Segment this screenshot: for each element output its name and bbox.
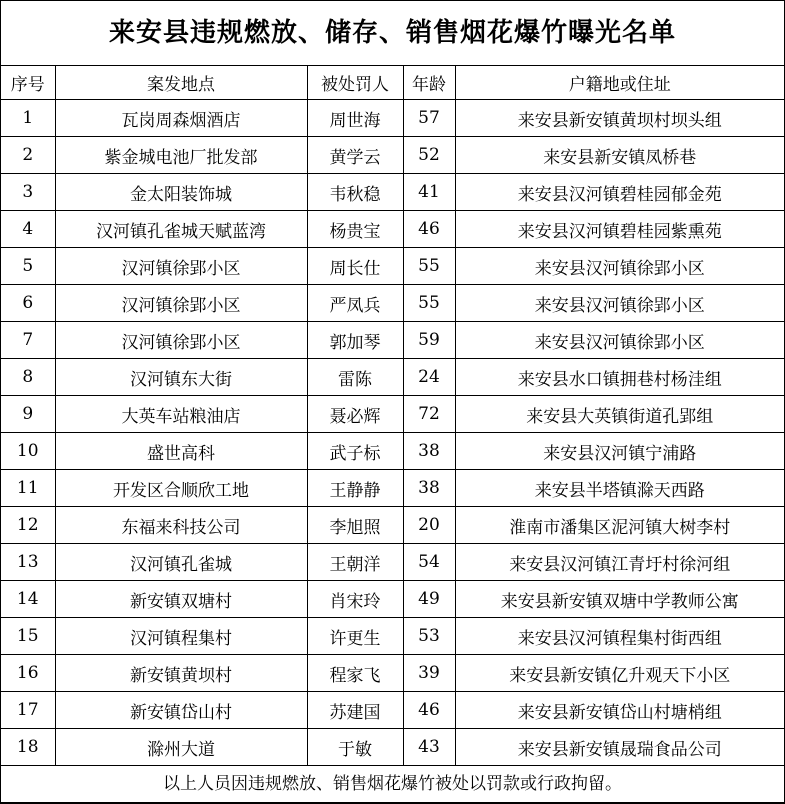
cell-location: 盛世高科 <box>55 433 307 470</box>
table-row <box>1 137 784 174</box>
table-row <box>1 507 784 544</box>
cell-person: 苏建国 <box>307 692 403 729</box>
table-row <box>1 322 784 359</box>
table-row <box>1 174 784 211</box>
cell-address: 来安县新安镇双塘中学教师公寓 <box>455 581 784 618</box>
table-row <box>1 544 784 581</box>
cell-person: 王朝洋 <box>307 544 403 581</box>
table-body <box>1 100 784 766</box>
cell-age: 20 <box>403 507 455 544</box>
cell-person: 郭加琴 <box>307 322 403 359</box>
cell-address: 来安县汉河镇徐郢小区 <box>455 248 784 285</box>
cell-index: 1 <box>1 100 55 137</box>
cell-location: 开发区合顺欣工地 <box>55 470 307 507</box>
cell-person: 许更生 <box>307 618 403 655</box>
cell-person: 武子标 <box>307 433 403 470</box>
cell-index: 3 <box>1 174 55 211</box>
cell-age: 24 <box>403 359 455 396</box>
cell-person: 杨贵宝 <box>307 211 403 248</box>
table-header-row <box>1 66 784 100</box>
header-index: 序号 <box>1 66 55 100</box>
document-title: 来安县违规燃放、储存、销售烟花爆竹曝光名单 <box>1 1 784 66</box>
cell-index: 12 <box>1 507 55 544</box>
cell-location: 汉河镇徐郢小区 <box>55 285 307 322</box>
table-row <box>1 359 784 396</box>
cell-person: 周长仕 <box>307 248 403 285</box>
header-person: 被处罚人 <box>307 66 403 100</box>
table-row <box>1 470 784 507</box>
cell-location: 大英车站粮油店 <box>55 396 307 433</box>
cell-person: 周世海 <box>307 100 403 137</box>
header-location: 案发地点 <box>55 66 307 100</box>
cell-address: 来安县半塔镇滁天西路 <box>455 470 784 507</box>
cell-age: 46 <box>403 211 455 248</box>
header-age: 年龄 <box>403 66 455 100</box>
cell-location: 新安镇岱山村 <box>55 692 307 729</box>
cell-address: 来安县水口镇拥巷村杨洼组 <box>455 359 784 396</box>
cell-index: 13 <box>1 544 55 581</box>
cell-location: 瓦岗周森烟酒店 <box>55 100 307 137</box>
cell-location: 汉河镇孔雀城天赋蓝湾 <box>55 211 307 248</box>
cell-age: 52 <box>403 137 455 174</box>
cell-age: 38 <box>403 470 455 507</box>
cell-age: 55 <box>403 285 455 322</box>
cell-index: 18 <box>1 729 55 766</box>
cell-location: 汉河镇东大街 <box>55 359 307 396</box>
table-row <box>1 655 784 692</box>
table-row <box>1 396 784 433</box>
cell-index: 9 <box>1 396 55 433</box>
cell-index: 8 <box>1 359 55 396</box>
cell-location: 汉河镇徐郢小区 <box>55 322 307 359</box>
cell-age: 72 <box>403 396 455 433</box>
cell-location: 汉河镇程集村 <box>55 618 307 655</box>
table-row <box>1 692 784 729</box>
cell-location: 汉河镇徐郢小区 <box>55 248 307 285</box>
cell-person: 韦秋稳 <box>307 174 403 211</box>
cell-age: 53 <box>403 618 455 655</box>
cell-address: 来安县汉河镇宁浦路 <box>455 433 784 470</box>
cell-age: 46 <box>403 692 455 729</box>
cell-age: 54 <box>403 544 455 581</box>
cell-address: 来安县汉河镇程集村街西组 <box>455 618 784 655</box>
cell-age: 59 <box>403 322 455 359</box>
cell-age: 57 <box>403 100 455 137</box>
table-row <box>1 618 784 655</box>
cell-person: 李旭照 <box>307 507 403 544</box>
cell-location: 新安镇黄坝村 <box>55 655 307 692</box>
cell-address: 来安县新安镇晟瑞食品公司 <box>455 729 784 766</box>
table-row <box>1 248 784 285</box>
cell-index: 17 <box>1 692 55 729</box>
cell-index: 7 <box>1 322 55 359</box>
table-row <box>1 100 784 137</box>
cell-person: 王静静 <box>307 470 403 507</box>
cell-age: 38 <box>403 433 455 470</box>
cell-person: 黄学云 <box>307 137 403 174</box>
cell-age: 39 <box>403 655 455 692</box>
cell-address: 来安县新安镇黄坝村坝头组 <box>455 100 784 137</box>
cell-location: 紫金城电池厂批发部 <box>55 137 307 174</box>
cell-index: 4 <box>1 211 55 248</box>
cell-person: 肖宋玲 <box>307 581 403 618</box>
table-row <box>1 285 784 322</box>
cell-location: 滁州大道 <box>55 729 307 766</box>
cell-index: 10 <box>1 433 55 470</box>
table-row <box>1 729 784 766</box>
cell-address: 来安县大英镇街道孔郢组 <box>455 396 784 433</box>
cell-index: 2 <box>1 137 55 174</box>
cell-index: 5 <box>1 248 55 285</box>
cell-age: 41 <box>403 174 455 211</box>
cell-person: 聂必辉 <box>307 396 403 433</box>
header-address: 户籍地或住址 <box>455 66 784 100</box>
cell-index: 14 <box>1 581 55 618</box>
cell-address: 来安县新安镇亿升观天下小区 <box>455 655 784 692</box>
cell-person: 于敏 <box>307 729 403 766</box>
cell-index: 11 <box>1 470 55 507</box>
cell-index: 16 <box>1 655 55 692</box>
footer-row <box>1 766 784 803</box>
cell-location: 东福来科技公司 <box>55 507 307 544</box>
cell-index: 6 <box>1 285 55 322</box>
cell-address: 来安县汉河镇碧桂园紫熏苑 <box>455 211 784 248</box>
cell-person: 雷陈 <box>307 359 403 396</box>
table-row <box>1 433 784 470</box>
cell-age: 49 <box>403 581 455 618</box>
cell-location: 新安镇双塘村 <box>55 581 307 618</box>
cell-location: 汉河镇孔雀城 <box>55 544 307 581</box>
cell-address: 来安县汉河镇碧桂园郁金苑 <box>455 174 784 211</box>
exposure-table <box>1 66 784 803</box>
cell-address: 淮南市潘集区泥河镇大树李村 <box>455 507 784 544</box>
cell-person: 程家飞 <box>307 655 403 692</box>
cell-address: 来安县汉河镇徐郢小区 <box>455 285 784 322</box>
table-row <box>1 581 784 618</box>
cell-location: 金太阳装饰城 <box>55 174 307 211</box>
table-row <box>1 211 784 248</box>
cell-age: 43 <box>403 729 455 766</box>
cell-age: 55 <box>403 248 455 285</box>
cell-person: 严凤兵 <box>307 285 403 322</box>
cell-address: 来安县新安镇凤桥巷 <box>455 137 784 174</box>
cell-address: 来安县汉河镇江青圩村徐河组 <box>455 544 784 581</box>
cell-address: 来安县新安镇岱山村塘梢组 <box>455 692 784 729</box>
footer-note: 以上人员因违规燃放、销售烟花爆竹被处以罚款或行政拘留。 <box>1 766 784 803</box>
cell-index: 15 <box>1 618 55 655</box>
cell-address: 来安县汉河镇徐郢小区 <box>455 322 784 359</box>
